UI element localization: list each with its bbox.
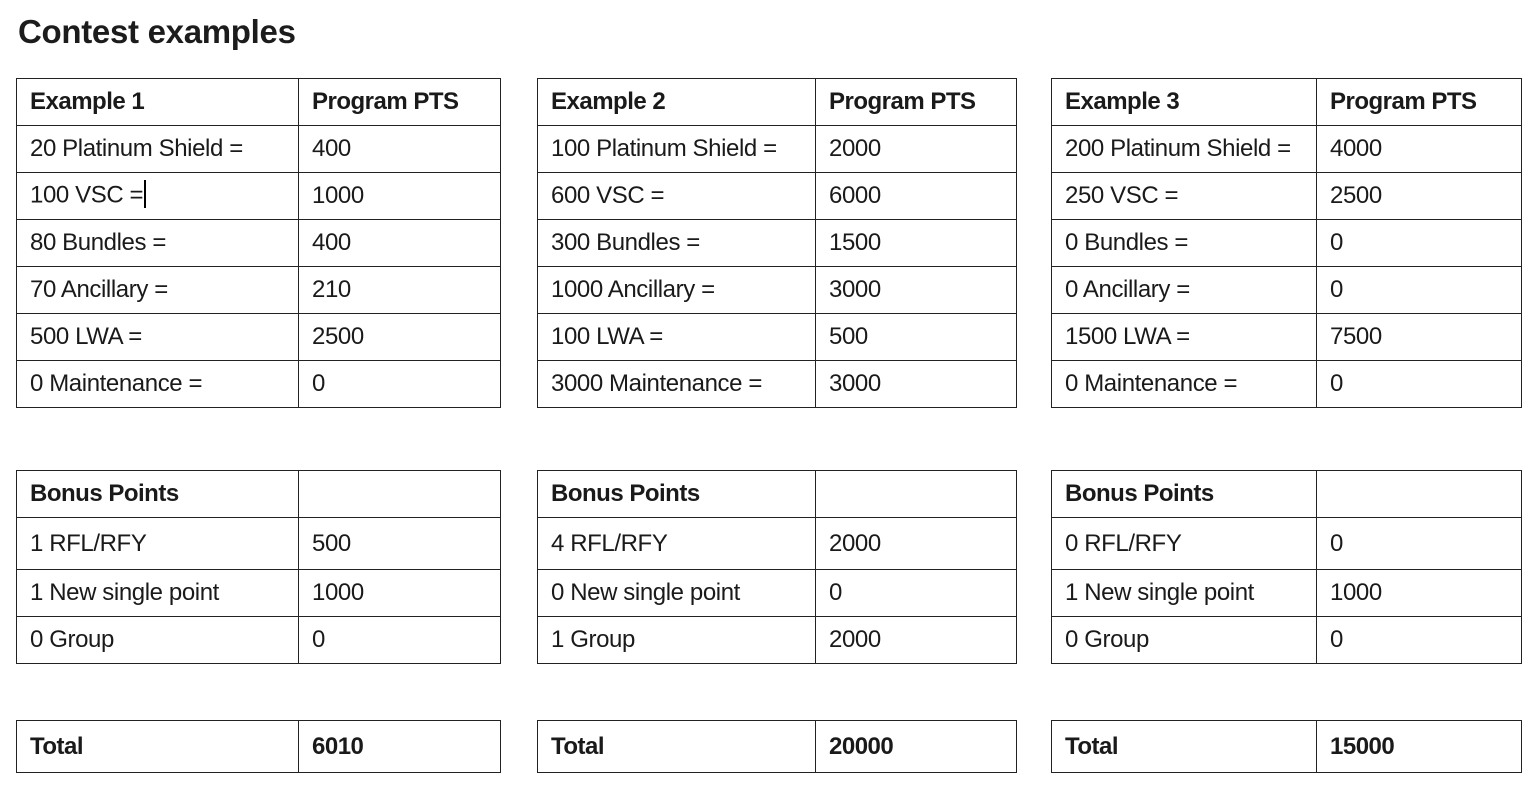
pts-cell[interactable]: 0 — [1317, 220, 1522, 267]
pts-cell[interactable]: 1000 — [299, 570, 501, 617]
example-label: Example 2 — [538, 79, 816, 126]
table-header-row — [538, 471, 1017, 518]
item-cell[interactable]: 500 LWA = — [17, 314, 299, 361]
pts-cell[interactable]: 500 — [816, 314, 1017, 361]
example-3-bonus-table — [1051, 470, 1522, 664]
pts-cell[interactable]: 0 — [299, 361, 501, 408]
table-row — [538, 361, 1017, 408]
table-row — [17, 314, 501, 361]
pts-cell[interactable]: 0 — [299, 617, 501, 664]
table-header-row — [17, 79, 501, 126]
bonus-points-header: Bonus Points — [538, 471, 816, 518]
table-row — [17, 267, 501, 314]
item-cell[interactable]: 20 Platinum Shield = — [17, 126, 299, 173]
item-cell[interactable]: 0 Maintenance = — [17, 361, 299, 408]
pts-cell[interactable]: 400 — [299, 220, 501, 267]
item-cell[interactable]: 1 RFL/RFY — [17, 518, 299, 570]
example-2-total-table — [537, 720, 1017, 773]
pts-cell[interactable]: 3000 — [816, 361, 1017, 408]
program-pts-header: Program PTS — [299, 79, 501, 126]
item-cell[interactable]: 70 Ancillary = — [17, 267, 299, 314]
bonus-header-value[interactable] — [1317, 471, 1522, 518]
table-header-row — [1052, 471, 1522, 518]
item-cell[interactable]: 1 Group — [538, 617, 816, 664]
total-label: Total — [538, 721, 816, 773]
table-row — [1052, 267, 1522, 314]
item-cell[interactable]: 1 New single point — [17, 570, 299, 617]
total-value[interactable]: 15000 — [1317, 721, 1522, 773]
pts-cell[interactable]: 4000 — [1317, 126, 1522, 173]
example-2-bonus-table — [537, 470, 1017, 664]
item-cell[interactable]: 0 Ancillary = — [1052, 267, 1317, 314]
pts-cell[interactable]: 1500 — [816, 220, 1017, 267]
pts-cell[interactable]: 3000 — [816, 267, 1017, 314]
pts-cell[interactable]: 2500 — [1317, 173, 1522, 220]
page-title: Contest examples — [18, 13, 296, 50]
pts-cell[interactable]: 7500 — [1317, 314, 1522, 361]
table-row — [538, 570, 1017, 617]
item-cell[interactable]: 0 Group — [1052, 617, 1317, 664]
table-row — [17, 518, 501, 570]
pts-cell[interactable]: 0 — [1317, 267, 1522, 314]
table-row — [1052, 126, 1522, 173]
item-cell[interactable]: 100 Platinum Shield = — [538, 126, 816, 173]
pts-cell[interactable]: 2000 — [816, 518, 1017, 570]
table-row — [1052, 617, 1522, 664]
table-row — [17, 361, 501, 408]
bonus-header-value[interactable] — [816, 471, 1017, 518]
item-cell[interactable]: 0 Bundles = — [1052, 220, 1317, 267]
pts-cell[interactable]: 0 — [1317, 518, 1522, 570]
program-pts-header: Program PTS — [1317, 79, 1522, 126]
pts-cell[interactable]: 1000 — [1317, 570, 1522, 617]
table-row — [1052, 314, 1522, 361]
table-row — [538, 220, 1017, 267]
total-value[interactable]: 20000 — [816, 721, 1017, 773]
item-cell[interactable]: 4 RFL/RFY — [538, 518, 816, 570]
item-cell[interactable]: 250 VSC = — [1052, 173, 1317, 220]
pts-cell[interactable]: 0 — [816, 570, 1017, 617]
table-row — [1052, 173, 1522, 220]
item-cell[interactable]: 0 RFL/RFY — [1052, 518, 1317, 570]
table-row — [17, 220, 501, 267]
table-row — [538, 314, 1017, 361]
example-label: Example 1 — [17, 79, 299, 126]
table-row — [1052, 518, 1522, 570]
bonus-header-value[interactable] — [299, 471, 501, 518]
pts-cell[interactable]: 500 — [299, 518, 501, 570]
example-label: Example 3 — [1052, 79, 1317, 126]
text-cursor-icon — [144, 180, 146, 208]
table-row — [538, 126, 1017, 173]
item-cell-editing[interactable] — [17, 173, 299, 220]
item-cell[interactable]: 600 VSC = — [538, 173, 816, 220]
item-cell[interactable]: 80 Bundles = — [17, 220, 299, 267]
total-row — [1052, 721, 1522, 773]
table-row — [17, 173, 501, 220]
item-cell[interactable]: 1500 LWA = — [1052, 314, 1317, 361]
total-row — [17, 721, 501, 773]
table-row — [17, 570, 501, 617]
pts-cell[interactable]: 210 — [299, 267, 501, 314]
table-row — [1052, 570, 1522, 617]
example-1-total-table — [16, 720, 501, 773]
table-header-row — [538, 79, 1017, 126]
table-row — [1052, 220, 1522, 267]
item-cell[interactable]: 300 Bundles = — [538, 220, 816, 267]
bonus-points-header: Bonus Points — [1052, 471, 1317, 518]
item-cell[interactable]: 0 Maintenance = — [1052, 361, 1317, 408]
total-label: Total — [1052, 721, 1317, 773]
example-1-bonus-table — [16, 470, 501, 664]
example-1-program-table — [16, 78, 501, 408]
pts-cell[interactable]: 0 — [1317, 361, 1522, 408]
table-header-row — [17, 471, 501, 518]
pts-cell[interactable]: 2000 — [816, 617, 1017, 664]
table-row — [17, 617, 501, 664]
item-cell[interactable]: 1000 Ancillary = — [538, 267, 816, 314]
item-cell[interactable]: 0 New single point — [538, 570, 816, 617]
table-row — [1052, 361, 1522, 408]
table-row — [538, 617, 1017, 664]
table-row — [17, 126, 501, 173]
item-cell[interactable]: 200 Platinum Shield = — [1052, 126, 1317, 173]
pts-cell[interactable]: 2500 — [299, 314, 501, 361]
example-3-program-table — [1051, 78, 1522, 408]
example-2-program-table — [537, 78, 1017, 408]
item-cell-text: 100 VSC = — [30, 181, 144, 209]
example-3-total-table — [1051, 720, 1522, 773]
item-cell[interactable]: 3000 Maintenance = — [538, 361, 816, 408]
total-value[interactable]: 6010 — [299, 721, 501, 773]
item-cell[interactable]: 0 Group — [17, 617, 299, 664]
table-header-row — [1052, 79, 1522, 126]
pts-cell[interactable]: 2000 — [816, 126, 1017, 173]
table-row — [538, 267, 1017, 314]
table-row — [538, 173, 1017, 220]
table-row — [538, 518, 1017, 570]
total-label: Total — [17, 721, 299, 773]
pts-cell[interactable]: 1000 — [299, 173, 501, 220]
bonus-points-header: Bonus Points — [17, 471, 299, 518]
item-cell[interactable]: 1 New single point — [1052, 570, 1317, 617]
pts-cell[interactable]: 6000 — [816, 173, 1017, 220]
pts-cell[interactable]: 0 — [1317, 617, 1522, 664]
total-row — [538, 721, 1017, 773]
pts-cell[interactable]: 400 — [299, 126, 501, 173]
item-cell[interactable]: 100 LWA = — [538, 314, 816, 361]
program-pts-header: Program PTS — [816, 79, 1017, 126]
